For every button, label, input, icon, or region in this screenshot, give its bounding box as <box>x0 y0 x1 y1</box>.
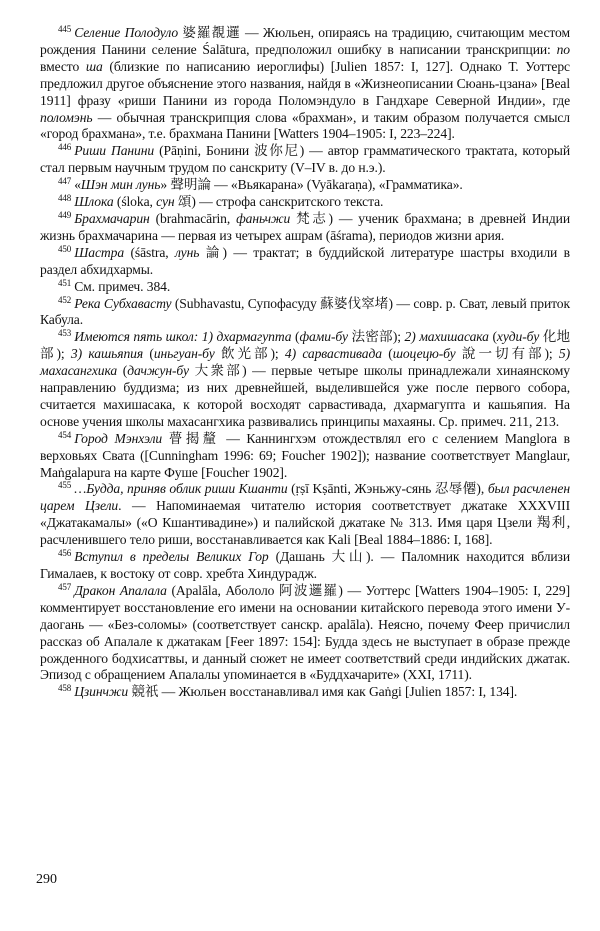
italic-term: фами-бу <box>299 329 348 345</box>
italic-term: лунь <box>175 244 200 260</box>
note-text: (Pāṇini, Бонини 波你尼) — автор грамматического трактата, который стал первым научным трудом по санскриту (V–IV в. до н.э.). <box>40 143 570 176</box>
note-text: (Apalāla, Абололо 阿波邏羅) — Уоттерс [Watters 1904–1905: I, 229] комментирует восстановление его имени на основании китайского перевода этого имени У-даогань — «Без-соломы» (соответствует санскр. apalāla). Неясно, почему Феер причислил рассказ об Апалале к джатакам [Feer 1897: 154]: Будда здесь не выступает в образе прежде рожденного бодхисаттвы, и данный сюжет не имеет соответствий среди индийских джатак. Эпизод с обращением Апалалы упоминается в «Буддхачарите» (XXI, 1711). <box>40 582 570 683</box>
endnote-452 <box>40 296 570 330</box>
note-text: » 聲明論 — «Вьякарана» (Vyākaraṇa), «Грамматика». <box>160 177 463 193</box>
note-text: 競祇 — Жюльен восстанавливал имя как Gaṅgi [Julien 1857: I, 134]. <box>128 684 518 700</box>
endnotes-list <box>40 25 570 701</box>
italic-term: Селение Полодуло <box>74 25 179 40</box>
italic-term: Город Мэнхэли <box>74 430 163 446</box>
endnote-447 <box>40 177 570 194</box>
italic-term: Брахмачарин <box>74 210 150 226</box>
page-number: 290 <box>36 872 57 887</box>
endnote-number: 458 <box>58 683 72 694</box>
italic-term: сун <box>156 194 175 210</box>
italic-term: был расчленен царем Цзели <box>40 481 570 514</box>
italic-term: дачжун-бу <box>127 363 189 379</box>
italic-term: 2) махишасака <box>404 329 489 345</box>
endnote-449 <box>40 211 570 245</box>
italic-term: Имеются пять школ: 1) дхармагупта <box>74 329 292 345</box>
note-text: (śloka, <box>113 194 157 210</box>
italic-term: Вступил в пределы Великих Гор <box>74 549 269 565</box>
note-text: ( <box>117 363 128 379</box>
endnote-448 <box>40 194 570 211</box>
note-text: См. примеч. 384. <box>74 278 171 294</box>
italic-term: по <box>556 41 570 57</box>
endnote-number: 447 <box>58 176 72 187</box>
note-text: (brahmacārin, <box>149 210 237 226</box>
endnote-445 <box>40 25 570 143</box>
endnote-456 <box>40 549 570 583</box>
italic-term: Шлока <box>74 194 114 210</box>
note-text: 飲光部); <box>214 346 285 362</box>
note-text: 化地部); <box>40 329 570 362</box>
note-text: (Дашань 大山). — Паломник находится вблизи Гималаев, к востоку от совр. хребта Хиндурадж. <box>40 549 570 581</box>
endnote-458 <box>40 684 570 701</box>
italic-term: Цзинчжи <box>74 684 129 700</box>
italic-term: худи-бу <box>496 329 540 345</box>
endnote-number: 452 <box>58 294 72 305</box>
italic-term: Шастра <box>74 244 125 260</box>
note-text: — обычная транскрипция слова «брахман», и таким образом получается смысл «город брахмана», т.е. брахмана Панини [Watters 1904–1905: I, 223–224]. <box>40 109 570 142</box>
italic-term: поломэнь <box>40 109 93 125</box>
italic-term: …Будда, приняв облик риши Кшанти <box>74 481 288 497</box>
endnote-446 <box>40 143 570 177</box>
note-text: (śāstra, <box>124 244 176 260</box>
italic-term: иньгуан-бу <box>153 346 215 362</box>
endnote-450 <box>40 245 570 279</box>
italic-term: 3) кашьяпия <box>70 346 144 362</box>
endnote-number: 455 <box>58 480 72 491</box>
note-text: . — Напоминаемая читателю история соответствует джатаке XXXVIII «Джатакамалы» («О Кшантивадине») и палийской джатаке № 313. Имя царя Цзели 羯利, расчленившего тело риши, восстанавливается как Kali [Beal 1884–1886: I, 168]. <box>40 498 570 548</box>
endnote-number: 451 <box>58 277 72 288</box>
note-text: « <box>74 177 81 193</box>
note-text: 說一切有部); <box>455 346 559 362</box>
endnote-number: 450 <box>58 243 72 254</box>
italic-term: Шэн мин лунь <box>80 177 161 193</box>
endnote-457 <box>40 583 570 684</box>
endnote-451 <box>40 279 570 296</box>
note-text: 頌) — строфа санскритского текста. <box>174 194 384 210</box>
note-text: ( <box>488 329 497 345</box>
italic-term: 5) махасангхика <box>40 346 571 379</box>
italic-term: Риши Панини <box>74 143 155 159</box>
note-text: (Subhavastu, Супофасуду 蘇婆伐窣堵) — совр. р. Сват, левый приток Кабула. <box>40 295 570 328</box>
note-text: (близкие по написанию иероглифы) [Julien 1857: I, 127]. Однако Т. Уоттерс предложил другое объяснение этого названия, найдя в «Жизнеописании Сюань-цзана» [Beal 1911] фразу «риши Панини из города Поломэндуло в Гандхаре Северной Индии», где <box>40 58 570 108</box>
italic-term: Река Субхавасту <box>74 295 172 311</box>
note-text: (ṛṣī Kṣānti, Жэньжу-сянь 忍辱僊), <box>287 481 488 497</box>
italic-term: Дракон Апалала <box>74 582 167 598</box>
note-text: 瞢揭釐 — Каннингхэм отождествлял его с селением Manglora в верховьях Свата ([Cunningham 1996: 69; Foucher 1902]); название соответствует Manglaur, Maṅgalapura на карте Фуше [Foucher 1902]. <box>40 430 571 480</box>
note-text: ( <box>143 346 154 362</box>
endnote-453 <box>40 329 570 430</box>
note-text: 梵志) — ученик брахмана; в древней Индии жизнь брахмачарина — первая из четырех ашрам (āśrama), периодов жизни ария. <box>40 210 570 243</box>
italic-term: ша <box>85 58 103 74</box>
endnote-number: 448 <box>58 193 72 204</box>
italic-term: 4) сарвастивада <box>284 346 382 362</box>
italic-term: фаньчжи <box>236 210 291 226</box>
endnote-number: 456 <box>58 548 72 559</box>
endnote-number: 449 <box>58 209 72 220</box>
note-text: 大衆部) — первые четыре школы принадлежали хинаянскому направлению буддизма; из них древнейшей, выделившейся уже после первого собора, считается махишасака, к которой восходят сарвастивада, дхармагупта и кашьяпия. На основе учения школы махасангхика развивались принципы махаяны. Ср. примеч. 211, 213. <box>40 363 571 429</box>
endnote-number: 446 <box>58 142 72 153</box>
note-text: 論) — трактат; в буддийской литературе шастры входили в раздел абхидхармы. <box>40 244 570 277</box>
note-text: ( <box>381 346 393 362</box>
endnote-number: 457 <box>58 581 72 592</box>
note-text: 婆羅覩邏 — Жюльен, опираясь на традицию, считающим местом рождения Панини селение Śalātura, предположил ошибку в написании транскрипции: <box>40 25 570 57</box>
endnote-454 <box>40 431 570 482</box>
endnote-number: 453 <box>58 328 72 339</box>
note-text: ( <box>291 329 300 345</box>
endnote-455 <box>40 481 570 549</box>
note-text: вместо <box>40 58 86 74</box>
endnote-number: 445 <box>58 24 72 34</box>
note-text: 法密部); <box>347 329 405 345</box>
endnote-number: 454 <box>58 429 72 440</box>
italic-term: шоцецю-бу <box>392 346 456 362</box>
